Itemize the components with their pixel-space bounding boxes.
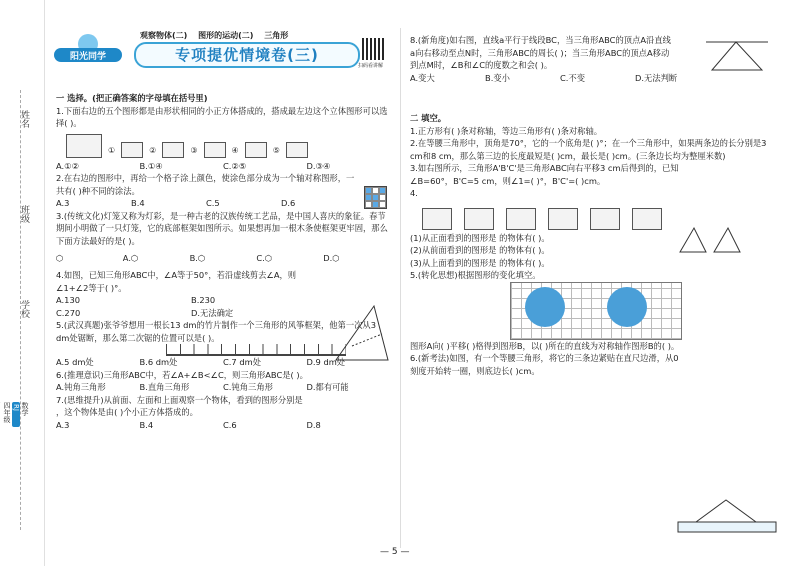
crumb-3: 三角形: [264, 31, 289, 40]
class-label: 班级: [19, 205, 29, 223]
q3-option-d[interactable]: D.⬡: [323, 252, 340, 263]
page-title: 专项提优情境卷(三): [134, 42, 360, 68]
f4-figure-2: [464, 208, 494, 230]
q1-option-d[interactable]: D.③④: [306, 160, 331, 171]
q6-option-d[interactable]: D.都有可能: [306, 382, 349, 392]
fill-3: 3.如右图所示，三角形A'B'C'是三角形ABC向右平移3 cm后得到的，已知∠B=60°，B'C=5 cm，则∠1=( )°，B'C'=( )cm。: [410, 163, 679, 186]
svg-text:阳光同学: 阳光同学: [69, 52, 107, 62]
fill-4: 4.: [410, 188, 418, 198]
q8-option-c[interactable]: C.不变: [560, 72, 586, 83]
qr-label: 扫码看讲解: [358, 63, 384, 69]
q8-option-b[interactable]: B.变小: [485, 72, 510, 83]
fill-4-b: (2)从前面看到的图形是 的物体有( )。: [410, 245, 550, 255]
q2-grid-figure: [364, 186, 387, 209]
f4-figure-4: [548, 208, 578, 230]
q1-option-a[interactable]: A.①②: [56, 160, 80, 171]
section-fill-heading: 二 填空。: [410, 113, 447, 123]
q4-options: [56, 294, 326, 319]
question-5: 5.(武汉真题)张爷爷想用一根长13 dm的竹片制作一个三角形的风筝框架，他第一次从3 dm处锯断，那么第二次锯的位置可以是( )。: [56, 320, 377, 343]
fill-4-c: (3)从上面看到的图形是 的物体有( )。: [410, 257, 550, 268]
right-column: [410, 34, 678, 84]
q8-option-a[interactable]: A.变大: [410, 72, 435, 83]
q8-figure: [706, 34, 768, 74]
q7-option-a[interactable]: A.3: [56, 419, 70, 430]
q2-option-c[interactable]: C.5: [206, 198, 220, 208]
f4-figure-3: [506, 208, 536, 230]
q7-option-c[interactable]: C.6: [223, 419, 237, 430]
q6-option-c[interactable]: C.钝角三角形: [223, 382, 273, 392]
binding-margin: [0, 0, 45, 566]
q4-option-a[interactable]: A.130: [56, 295, 81, 305]
tag-subject: 数学: [21, 402, 29, 416]
fill-5-text: 图形A向( )平移( )格得到图形B，以( )所在的直线为对称轴作图形B的( )。: [410, 340, 680, 351]
q5-option-a[interactable]: A.5 dm处: [56, 357, 94, 367]
q1-option-b[interactable]: B.①④: [139, 160, 163, 171]
q4-triangle-figure: [330, 300, 394, 366]
q2-option-d[interactable]: D.6: [281, 198, 296, 208]
q6-options: [56, 381, 390, 394]
edition-tags: [3, 400, 30, 429]
q1-figure-4: [245, 142, 267, 158]
q1-figures: ① ② ③ ④ ⑤: [66, 132, 390, 158]
question-2: 2.在右边的图形中，再给一个格子涂上颜色，使涂色部分成为一个轴对称图形，一共有( )种不同的涂法。: [56, 173, 355, 196]
column-divider: [400, 28, 401, 548]
q1-options: [56, 160, 390, 173]
question-7-cont: ，这个物体是由( )个小正方体搭成的。: [56, 407, 198, 417]
sunshine-logo: [52, 30, 124, 64]
q3-base-figure: ⬡: [56, 252, 64, 263]
fill-2: 2.在等腰三角形中，顶角是70°，它的一个底角是( )°；在一个三角形中，如果两条边的长分别是3 cm和8 cm，那么第三边的长度最短是( )cm，最长是( )cm。(三条边长均为整厘米数): [410, 138, 767, 161]
fill-6: 6.(新考法)如图，有一个等腰三角形，将它的三条边紧贴在直尺边滑，从0刻度开始转一圈，则底边长( )cm。: [410, 353, 679, 376]
question-7: 7.(思维提升)从前面、左面和上面观察一个物体，看到的图形分别是: [56, 394, 303, 405]
q5-option-d[interactable]: D.9 dm处: [306, 357, 346, 367]
crumb-2: 图形的运动(二): [198, 31, 254, 40]
q3-option-a[interactable]: A.⬡: [122, 252, 139, 263]
school-label: 学校: [19, 300, 29, 318]
question-1: 1.下面右边的五个图形都是由形状相同的小正方体搭成的，搭成最左边这个立体图形可以选择( )。: [56, 105, 388, 128]
page-number: — 5 —: [380, 547, 410, 557]
fill-4-a: (1)从正面看到的图形是 的物体有( )。: [410, 232, 550, 243]
q3-options: [56, 247, 390, 269]
question-4: 4.如图，已知三角形ABC中，∠A等于50°，若沿虚线剪去∠A，则∠1+∠2等于( )°。: [56, 270, 297, 293]
q1-figure-3: [204, 142, 226, 158]
question-3: 3.(传统文化)灯笼又称为灯彩，是一种古老的汉族传统工艺品，是中国人喜庆的象征。春节期间小明做了一只灯笼，它的底部框架如图所示。如果想再加一根木条使框架更牢固，那么下面方法最好的是( )。: [56, 210, 388, 246]
unit-breadcrumb: [140, 30, 400, 41]
q8-option-d[interactable]: D.无法判断: [635, 72, 678, 83]
qr-code[interactable]: [362, 38, 384, 60]
f5-shape-b: [607, 287, 647, 327]
tag-grade: 四年级: [3, 402, 11, 423]
q1-main-figure: [66, 134, 102, 158]
left-column: [56, 92, 390, 431]
q4-option-b[interactable]: B.230: [191, 295, 216, 305]
f6-ruler-figure: [676, 496, 780, 536]
f5-shape-a: [525, 287, 565, 327]
q4-option-d[interactable]: D.无法确定: [191, 307, 234, 318]
q2-option-b[interactable]: B.4: [131, 198, 145, 208]
q1-figure-2: [162, 142, 184, 158]
q4-option-c[interactable]: C.270: [56, 307, 81, 318]
f3-figure: [676, 222, 780, 256]
question-8: 8.(新角度)如右图，直线a平行于线段BC，当三角形ABC的顶点A沿直线a向右移动至点N时，三角形ABC的周长( )；当三角形ABC的顶点A移动到点M时，∠B和∠C的度数之和会( )。: [410, 35, 671, 70]
f4-figure-1: [422, 208, 452, 230]
f4-figure-6: [632, 208, 662, 230]
q5-option-c[interactable]: C.7 dm处: [223, 357, 261, 367]
crumb-1: 观察物体(二): [140, 31, 188, 40]
q3-option-b[interactable]: B.⬡: [189, 252, 206, 263]
q2-options: [56, 197, 356, 210]
question-6: 6.(推理意识)三角形ABC中，若∠A+∠B<∠C，则三角形ABC是( )。: [56, 369, 308, 380]
q1-figure-1: [121, 142, 143, 158]
q7-option-b[interactable]: B.4: [139, 419, 154, 430]
fill-5: 5.(转化思想)根据图形的变化填空。: [410, 270, 541, 280]
q8-options: [410, 72, 710, 85]
q5-option-b[interactable]: B.6 dm处: [139, 357, 178, 367]
section-choice-heading: 一 选择。(把正确答案的字母填在括号里): [56, 93, 208, 103]
tag-edition: RJ: [12, 402, 20, 427]
q2-option-a[interactable]: A.3: [56, 198, 70, 208]
q7-options: [56, 419, 390, 432]
f4-figure-5: [590, 208, 620, 230]
q1-option-c[interactable]: C.②⑤: [223, 160, 247, 171]
q3-option-c[interactable]: C.⬡: [256, 252, 273, 263]
q6-option-a[interactable]: A.钝角三角形: [56, 382, 106, 392]
q1-figure-5: [286, 142, 308, 158]
fill-1: 1.正方形有( )条对称轴，等边三角形有( )条对称轴。: [410, 125, 603, 136]
q6-option-b[interactable]: B.直角三角形: [139, 382, 190, 392]
q5-ruler: [166, 344, 346, 356]
name-label: 姓名: [19, 110, 29, 128]
q7-option-d[interactable]: D.8: [306, 419, 321, 430]
f5-grid: [510, 282, 682, 340]
